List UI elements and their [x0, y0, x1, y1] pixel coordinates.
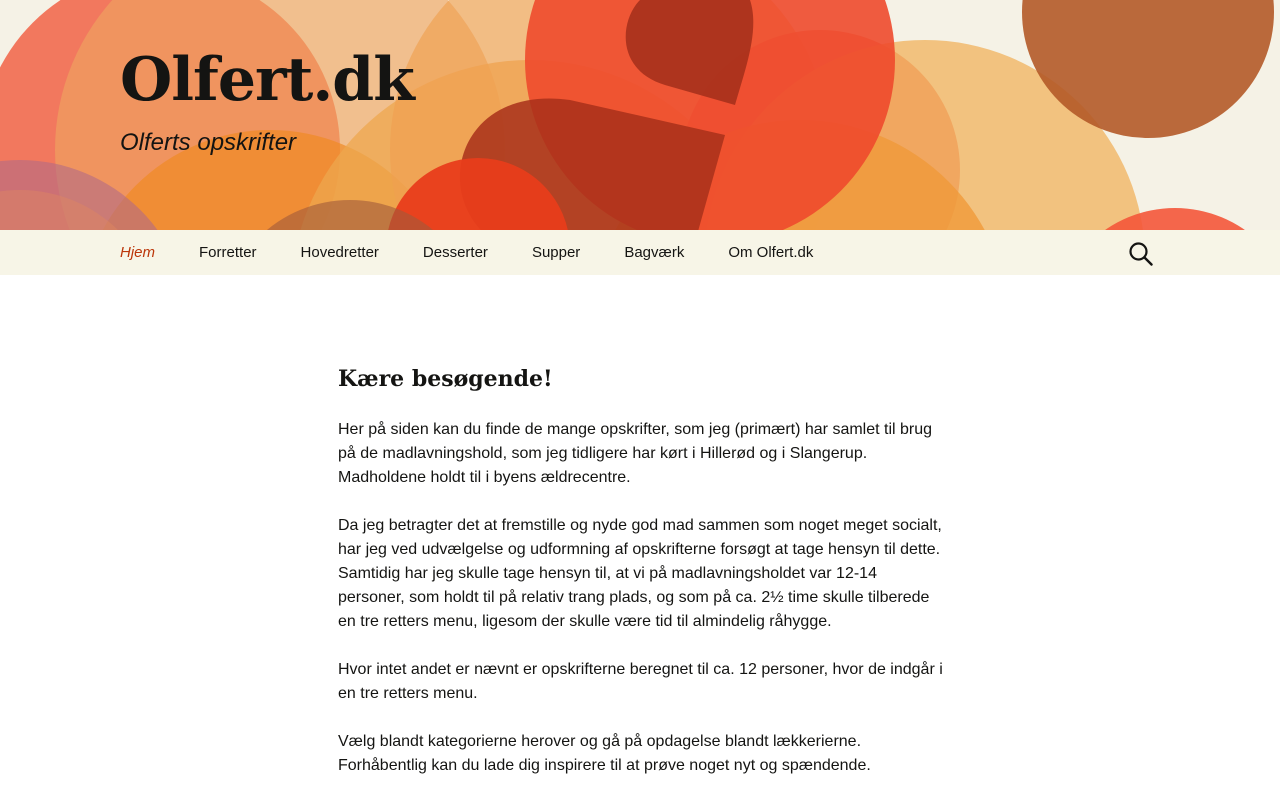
nav-menu — [98, 230, 835, 275]
content-paragraph: Da jeg betragter det at fremstille og nyde god mad sammen som noget meget socialt, har jeg ved udvælgelse og udformning af opskrifterne forsøgt at tage hensyn til dette. Samtidig har jeg skulle tage hensyn til, at vi på madlavningsholdet var 12-14 personer, som holdt til på relativ trang plads, og som på ca. 2½ time skulle tilberede en tre retters menu, ligesom der skulle være tid til almindelig råhygge. — [338, 517, 942, 630]
search-button[interactable] — [1128, 241, 1154, 267]
main-navigation — [0, 230, 1280, 275]
nav-item-bagvaerk[interactable]: Bagværk — [624, 244, 685, 261]
nav-item-hovedretter[interactable]: Hovedretter — [300, 244, 379, 261]
header-decoration — [0, 0, 1280, 230]
content-paragraph: Hvor intet andet er nævnt er opskrifterne beregnet til ca. 12 personer, hvor de indgår i en tre retters menu. — [338, 661, 943, 702]
site-header — [0, 0, 1280, 230]
page-content — [338, 366, 948, 802]
nav-item-om-olfert[interactable]: Om Olfert.dk — [728, 244, 814, 261]
search-icon — [1128, 241, 1154, 267]
site-title[interactable]: Olfert.dk — [120, 45, 414, 115]
page-title: Kære besøgende! — [338, 366, 553, 392]
nav-item-hjem[interactable]: Hjem — [120, 244, 156, 261]
nav-item-forretter[interactable]: Forretter — [199, 244, 257, 261]
nav-item-desserter[interactable]: Desserter — [422, 244, 488, 261]
content-paragraph: Her på siden kan du finde de mange opskrifter, som jeg (primært) har samlet til brug på de madlavningshold, som jeg tidligere har kørt i Hillerød og i Slangerup. Madholdene holdt til i byens ældrecentre. — [338, 421, 933, 486]
nav-item-supper[interactable]: Supper — [531, 244, 581, 261]
content-paragraph: Vælg blandt kategorierne herover og gå på opdagelse blandt lækkerierne. Forhåbentlig kan du lade dig inspirere til at prøve noget nyt og spændende. — [338, 733, 871, 774]
site-description: Olferts opskrifter — [120, 129, 297, 156]
